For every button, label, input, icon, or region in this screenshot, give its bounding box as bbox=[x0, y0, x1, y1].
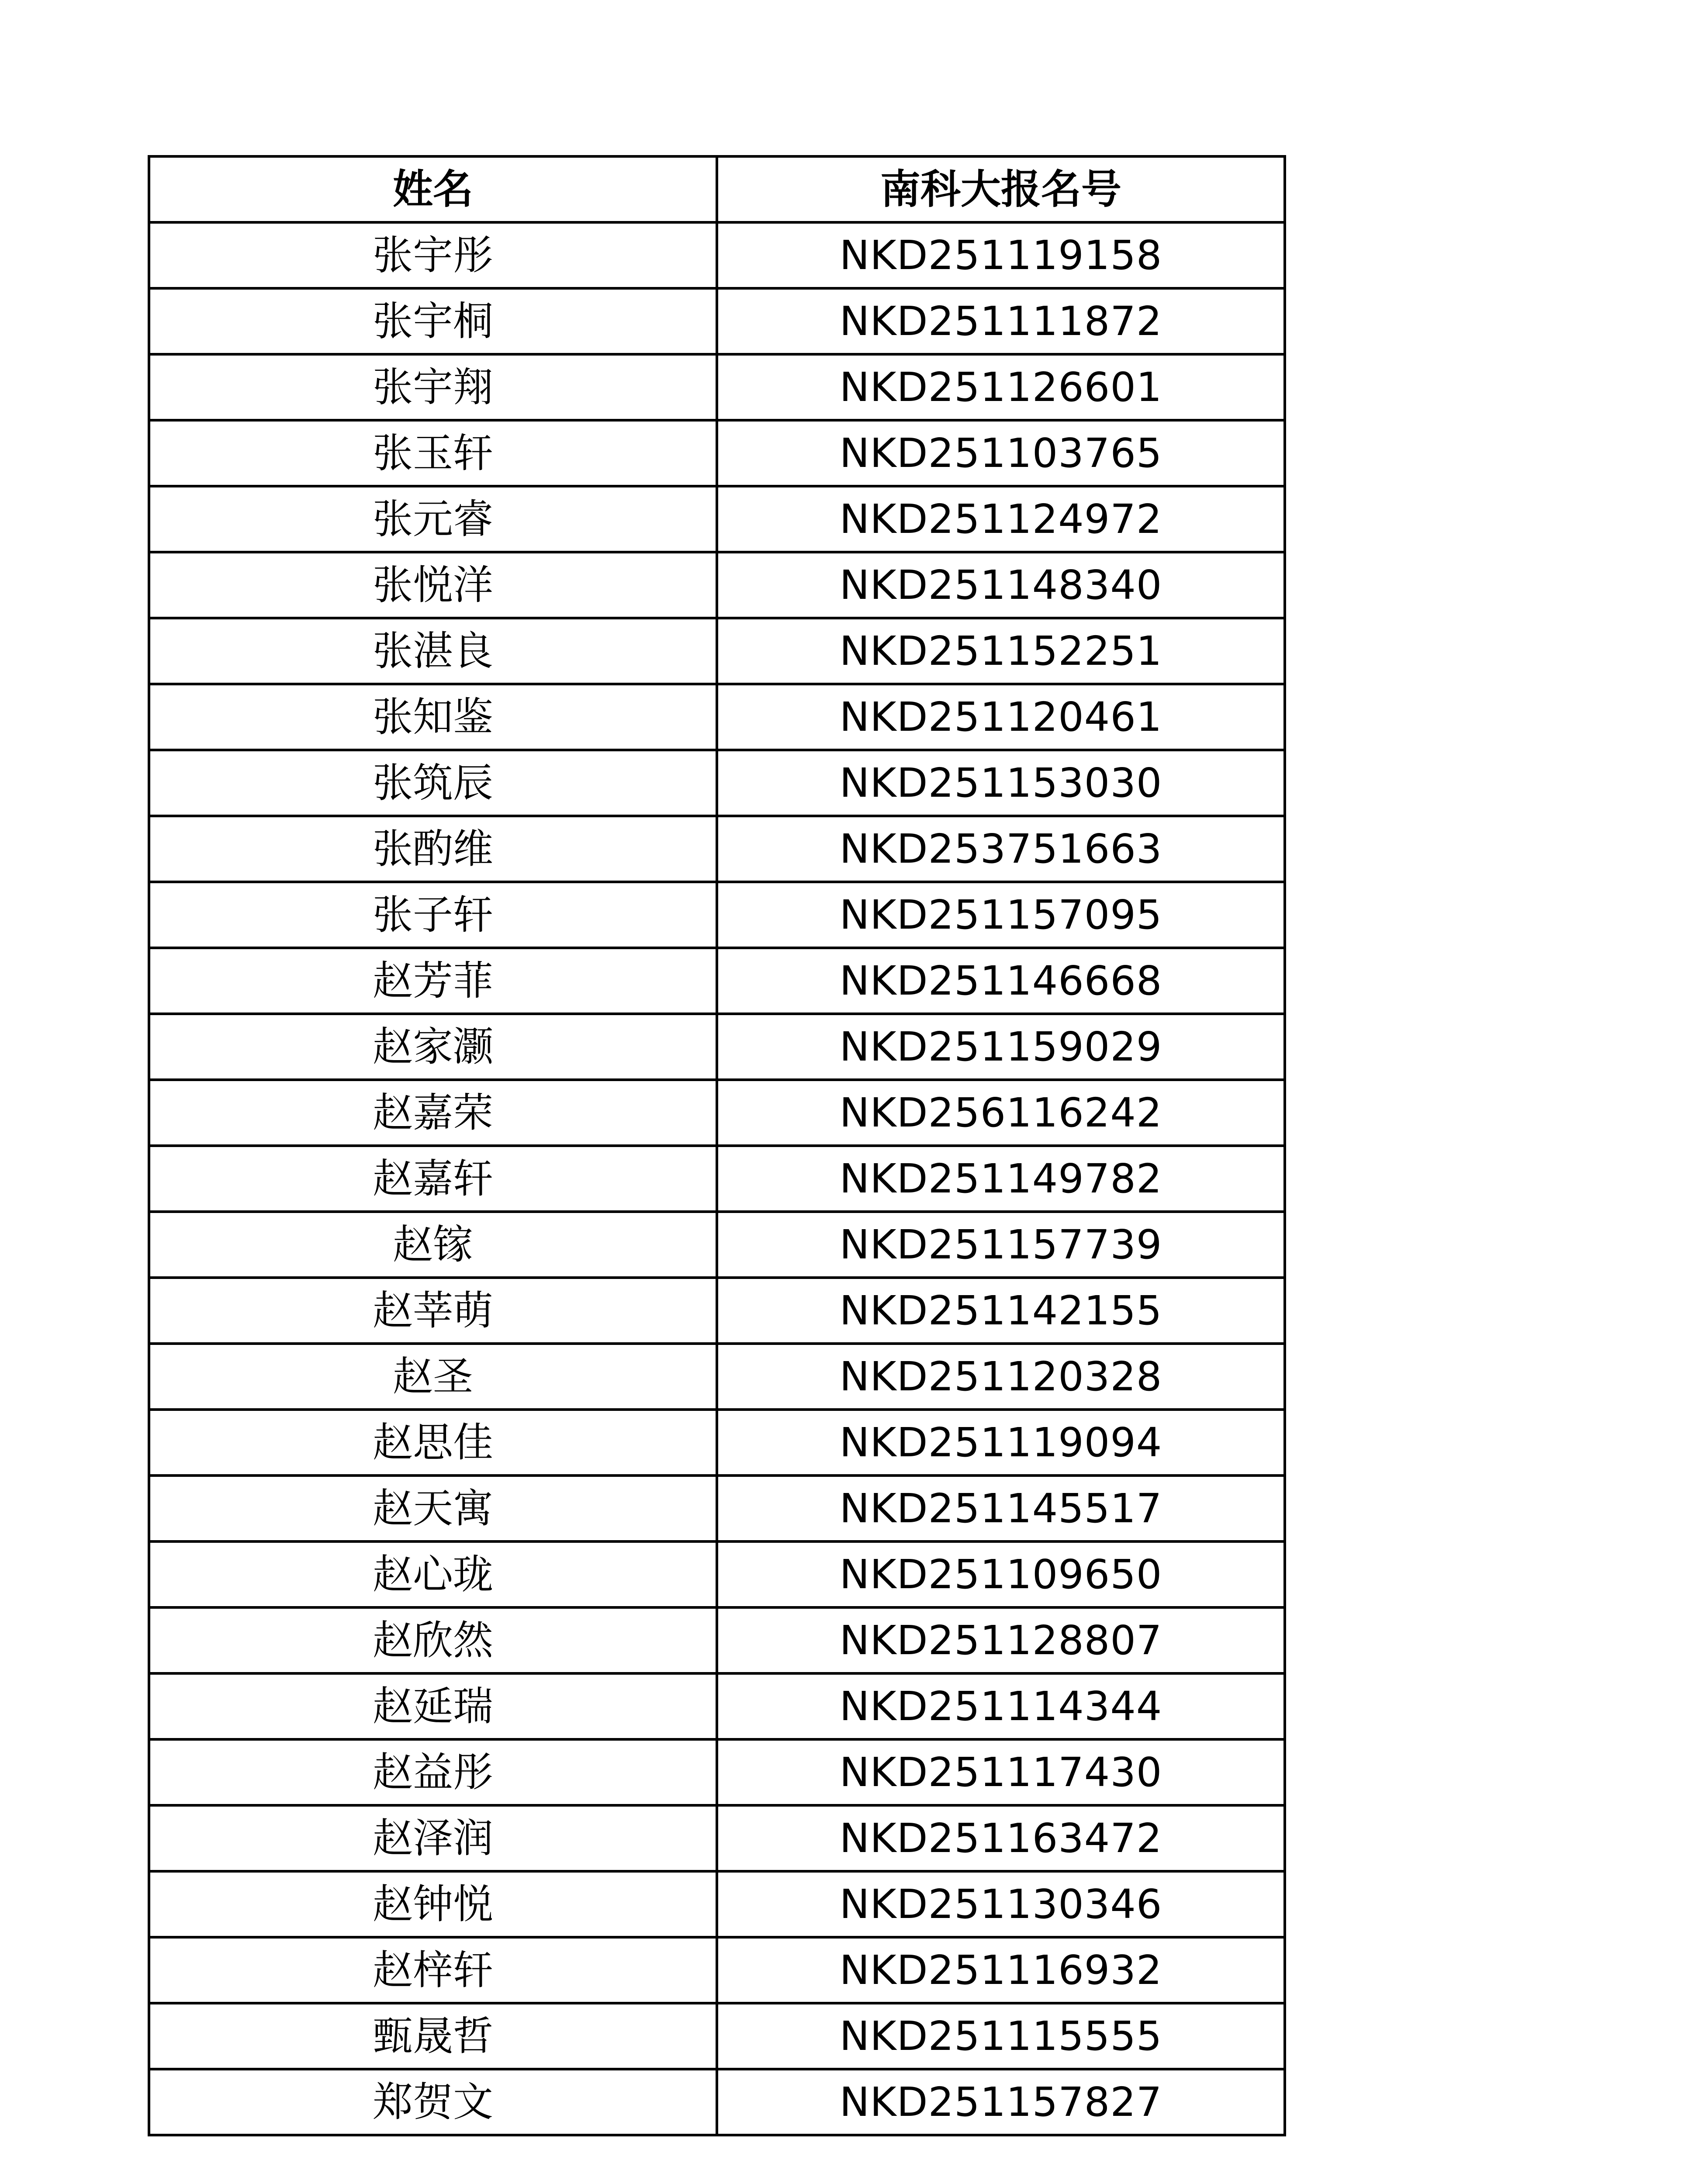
registration-number-cell: NKD251124972 bbox=[717, 486, 1285, 552]
name-cell: 赵泽润 bbox=[149, 1805, 717, 1871]
registration-number-cell: NKD251128807 bbox=[717, 1607, 1285, 1673]
registration-number-cell: NKD251163472 bbox=[717, 1805, 1285, 1871]
registration-number-cell: NKD256116242 bbox=[717, 1080, 1285, 1146]
header-name: 姓名 bbox=[149, 156, 717, 222]
name-cell: 赵梓轩 bbox=[149, 1937, 717, 2003]
name-cell: 张元睿 bbox=[149, 486, 717, 552]
table-row bbox=[149, 1607, 1285, 1673]
registration-number-cell: NKD251148340 bbox=[717, 552, 1285, 618]
registration-number-cell: NKD251116932 bbox=[717, 1937, 1285, 2003]
name-cell: 赵心珑 bbox=[149, 1541, 717, 1607]
registration-number-cell: NKD251149782 bbox=[717, 1146, 1285, 1212]
header-registration-number: 南科大报名号 bbox=[717, 156, 1285, 222]
table-row bbox=[149, 354, 1285, 420]
table-row bbox=[149, 552, 1285, 618]
registration-number-cell: NKD251109650 bbox=[717, 1541, 1285, 1607]
registration-number-cell: NKD251142155 bbox=[717, 1278, 1285, 1344]
table-row bbox=[149, 1080, 1285, 1146]
registration-number-cell: NKD251152251 bbox=[717, 618, 1285, 684]
table-row bbox=[149, 1476, 1285, 1541]
registration-number-cell: NKD251111872 bbox=[717, 288, 1285, 354]
registration-number-cell: NKD251103765 bbox=[717, 420, 1285, 486]
table-row bbox=[149, 1014, 1285, 1080]
registration-number-cell: NKD251115555 bbox=[717, 2003, 1285, 2069]
registration-number-cell: NKD251117430 bbox=[717, 1739, 1285, 1805]
name-cell: 张子轩 bbox=[149, 882, 717, 948]
table-row bbox=[149, 1410, 1285, 1476]
registration-number-cell: NKD251157095 bbox=[717, 882, 1285, 948]
table-row bbox=[149, 1805, 1285, 1871]
table-row bbox=[149, 1146, 1285, 1212]
table-row bbox=[149, 1739, 1285, 1805]
registration-number-cell: NKD251157827 bbox=[717, 2069, 1285, 2135]
name-cell: 赵天寓 bbox=[149, 1476, 717, 1541]
registration-number-cell: NKD251119094 bbox=[717, 1410, 1285, 1476]
registration-number-cell: NKD251157739 bbox=[717, 1212, 1285, 1278]
name-cell: 张宇桐 bbox=[149, 288, 717, 354]
name-cell: 赵欣然 bbox=[149, 1607, 717, 1673]
name-cell: 赵钟悦 bbox=[149, 1871, 717, 1937]
table-row bbox=[149, 222, 1285, 288]
table-row bbox=[149, 684, 1285, 750]
name-cell: 甄晟哲 bbox=[149, 2003, 717, 2069]
name-cell: 张悦洋 bbox=[149, 552, 717, 618]
name-cell: 张玉轩 bbox=[149, 420, 717, 486]
name-cell: 赵嘉荣 bbox=[149, 1080, 717, 1146]
name-cell: 赵芳菲 bbox=[149, 948, 717, 1014]
table-row bbox=[149, 1937, 1285, 2003]
table-row bbox=[149, 486, 1285, 552]
name-cell: 郑贺文 bbox=[149, 2069, 717, 2135]
table-row bbox=[149, 288, 1285, 354]
registration-number-cell: NKD251126601 bbox=[717, 354, 1285, 420]
table-row bbox=[149, 1278, 1285, 1344]
name-cell: 赵家灏 bbox=[149, 1014, 717, 1080]
registration-number-cell: NKD251120328 bbox=[717, 1344, 1285, 1410]
registration-number-cell: NKD251130346 bbox=[717, 1871, 1285, 1937]
roster-table bbox=[148, 155, 1286, 2136]
registration-number-cell: NKD251153030 bbox=[717, 750, 1285, 816]
registration-number-cell: NKD251114344 bbox=[717, 1673, 1285, 1739]
registration-number-cell: NKD251145517 bbox=[717, 1476, 1285, 1541]
table-row bbox=[149, 2069, 1285, 2135]
registration-number-cell: NKD251119158 bbox=[717, 222, 1285, 288]
table-row bbox=[149, 816, 1285, 882]
name-cell: 赵圣 bbox=[149, 1344, 717, 1410]
table-row bbox=[149, 1871, 1285, 1937]
table-row bbox=[149, 1673, 1285, 1739]
table-row bbox=[149, 618, 1285, 684]
table-row bbox=[149, 948, 1285, 1014]
table-row bbox=[149, 1344, 1285, 1410]
name-cell: 张筑辰 bbox=[149, 750, 717, 816]
name-cell: 赵莘萌 bbox=[149, 1278, 717, 1344]
name-cell: 赵益彤 bbox=[149, 1739, 717, 1805]
table-row bbox=[149, 420, 1285, 486]
table-row bbox=[149, 750, 1285, 816]
name-cell: 张湛良 bbox=[149, 618, 717, 684]
name-cell: 赵嘉轩 bbox=[149, 1146, 717, 1212]
table-row bbox=[149, 2003, 1285, 2069]
registration-number-cell: NKD251120461 bbox=[717, 684, 1285, 750]
table-header-row bbox=[149, 156, 1285, 222]
table-row bbox=[149, 882, 1285, 948]
name-cell: 张宇彤 bbox=[149, 222, 717, 288]
registration-number-cell: NKD253751663 bbox=[717, 816, 1285, 882]
name-cell: 张酌维 bbox=[149, 816, 717, 882]
registration-number-cell: NKD251159029 bbox=[717, 1014, 1285, 1080]
registration-number-cell: NKD251146668 bbox=[717, 948, 1285, 1014]
name-cell: 张宇翔 bbox=[149, 354, 717, 420]
name-cell: 张知鉴 bbox=[149, 684, 717, 750]
name-cell: 赵延瑞 bbox=[149, 1673, 717, 1739]
name-cell: 赵镓 bbox=[149, 1212, 717, 1278]
table-row bbox=[149, 1541, 1285, 1607]
name-cell: 赵思佳 bbox=[149, 1410, 717, 1476]
table-row bbox=[149, 1212, 1285, 1278]
